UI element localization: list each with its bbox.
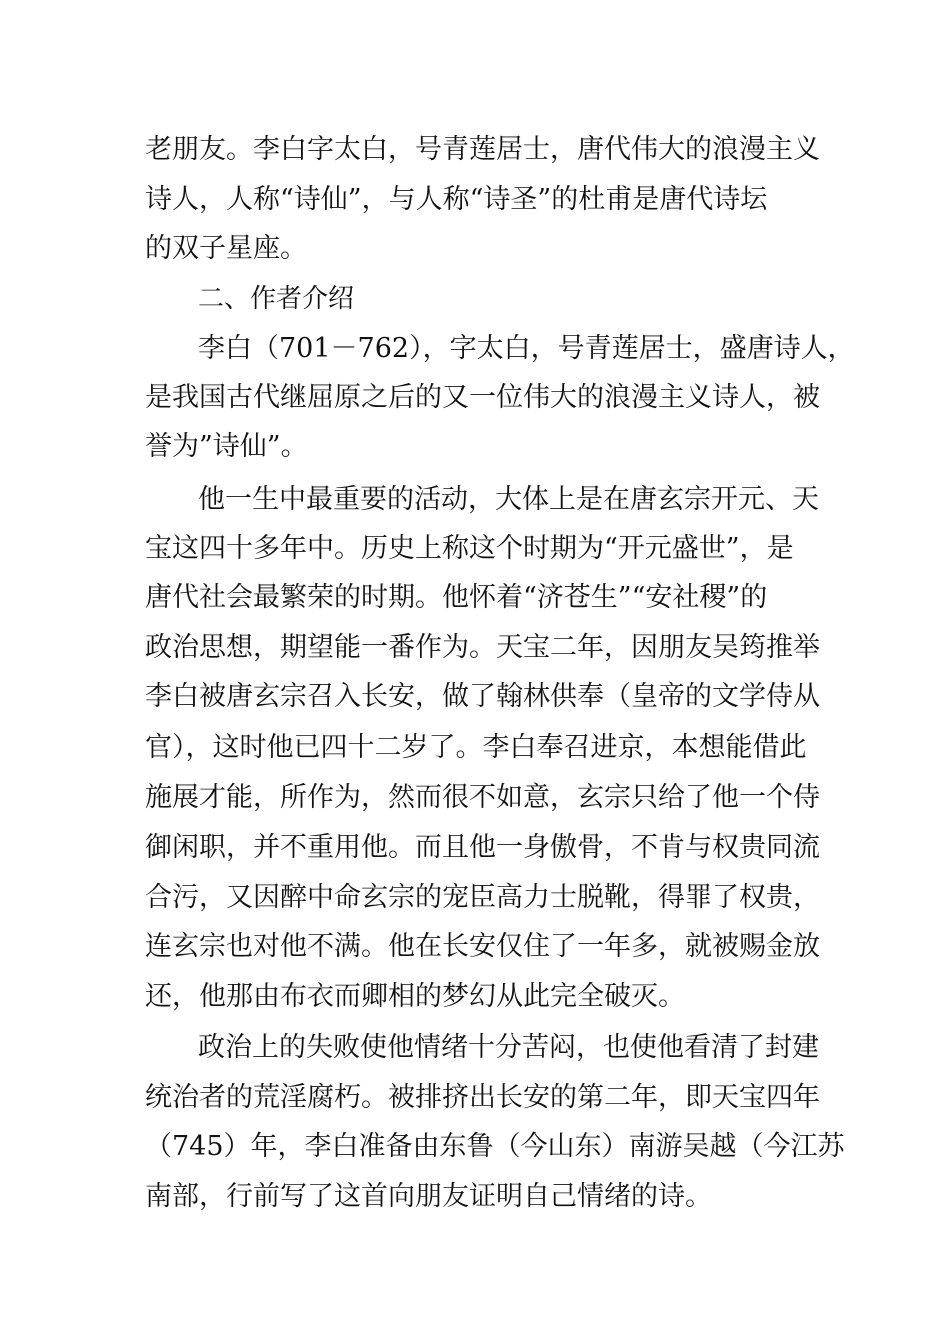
paragraph-1-line-2: 诗人，人称“诗仙”，与人称“诗圣”的杜甫是唐代诗坛 — [145, 184, 768, 215]
paragraph-3-line-4: 政治思想，期望能一番作为。天宝二年，因朋友吴筠推举 — [145, 632, 820, 663]
paragraph-4-line-4: 南部，行前写了这首向朋友证明自己情绪的诗。 — [145, 1181, 712, 1212]
paragraph-1-line-1: 老朋友。李白字太白，号青莲居士，唐代伟大的浪漫主义 — [145, 134, 820, 165]
paragraph-2-line-2: 是我国古代继屈原之后的又一位伟大的浪漫主义诗人，被 — [145, 382, 820, 413]
paragraph-3-line-6: 官），这时他已四十二岁了。李白奉召进京，本想能借此 — [145, 732, 807, 763]
paragraph-3-line-1: 他一生中最重要的活动，大体上是在唐玄宗开元、天 — [198, 484, 819, 515]
paragraph-3-line-2: 宝这四十多年中。历史上称这个时期为“开元盛世”，是 — [145, 533, 794, 564]
paragraph-1-line-3: 的双子星座。 — [145, 233, 307, 264]
section-heading: 二、作者介绍 — [198, 284, 355, 314]
paragraph-2-line-1: 李白（701－762），字太白，号青莲居士，盛唐诗人， — [198, 333, 855, 364]
paragraph-3-line-3: 唐代社会最繁荣的时期。他怀着“济苍生”“安社稷”的 — [145, 582, 768, 613]
paragraph-4-line-1: 政治上的失败使他情绪十分苦闷，也使他看清了封建 — [198, 1032, 819, 1063]
paragraph-3-line-8: 御闲职，并不重用他。而且他一身傲骨，不肯与权贵同流 — [145, 832, 820, 863]
paragraph-3-line-9: 合污，又因醉中命玄宗的宠臣高力士脱靴，得罪了权贵， — [145, 882, 820, 913]
paragraph-3-line-10: 连玄宗也对他不满。他在长安仅住了一年多，就被赐金放 — [145, 931, 820, 962]
paragraph-3-line-11: 还，他那由布衣而卿相的梦幻从此完全破灭。 — [145, 981, 685, 1012]
paragraph-2-line-3: 誉为”诗仙”。 — [145, 431, 308, 462]
paragraph-4-line-3: （745）年，李白准备由东鲁（今山东）南游吴越（今江苏 — [145, 1131, 845, 1162]
paragraph-3-line-5: 李白被唐玄宗召入长安，做了翰林供奉（皇帝的文学侍从 — [145, 681, 820, 712]
paragraph-4-line-2: 统治者的荒淫腐朽。被排挤出长安的第二年，即天宝四年 — [145, 1082, 820, 1113]
paragraph-3-line-7: 施展才能，所作为，然而很不如意，玄宗只给了他一个侍 — [145, 782, 820, 813]
